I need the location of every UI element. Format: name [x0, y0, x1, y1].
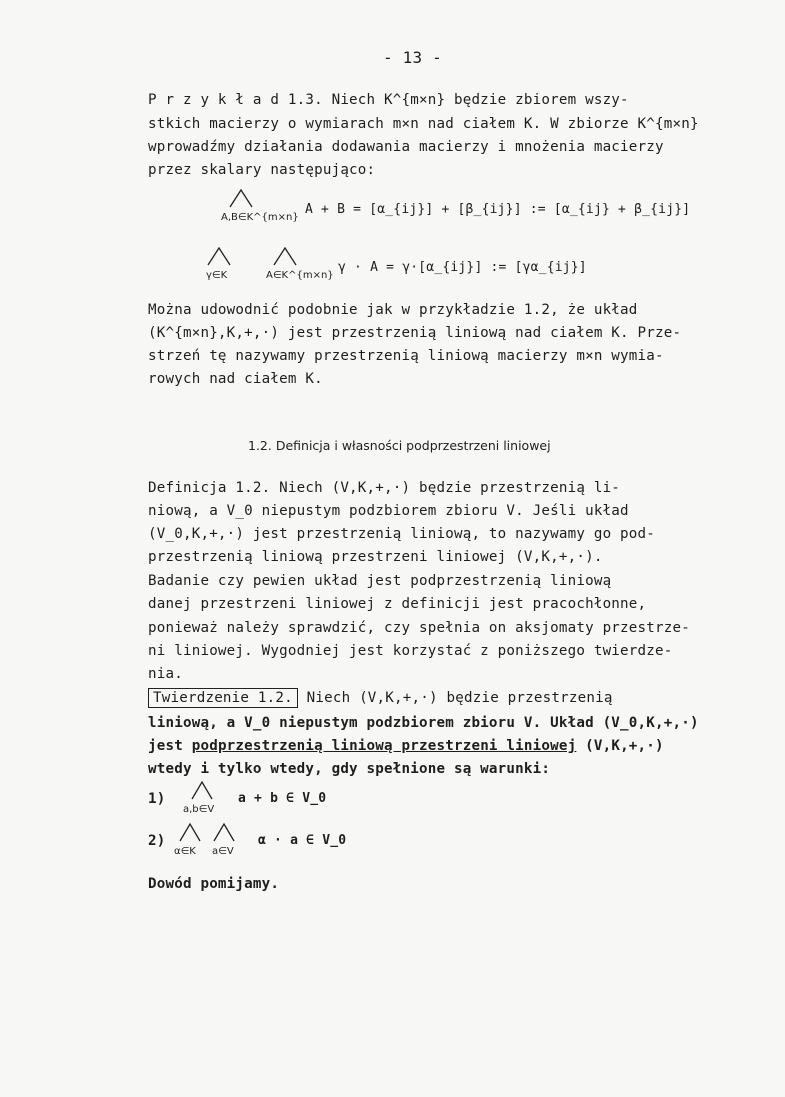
page-number: - 13 -	[383, 48, 442, 67]
formula2-expression: γ · A = γ·[α_{ij}] := [γα_{ij}]	[338, 260, 587, 275]
condition-1-number: 1)	[148, 791, 166, 807]
condition-2-number: 2)	[148, 833, 166, 849]
theorem-label: Twierdzenie 1.2.	[148, 688, 298, 708]
big-wedge-icon	[178, 822, 202, 842]
definition-line-2: niową, a V_0 niepustym podzbiorem zbioru V. Jeśli układ	[148, 503, 629, 519]
formula1-quantifier: A,B∈K^{m×n}	[221, 212, 299, 223]
condition-1-expression: a + b ∈ V_0	[238, 791, 327, 806]
definition-line-6: danej przestrzeni liniowej z definicji jest pracochłonne,	[148, 596, 647, 612]
theorem-underlined-phrase: podprzestrzenią liniową przestrzeni liniowej	[191, 738, 577, 754]
condition-2-quantifier-2: a∈V	[212, 846, 234, 857]
definition-line-4: przestrzenią liniową przestrzeni liniowej (V,K,+,·).	[148, 549, 603, 565]
big-wedge-icon	[228, 188, 254, 208]
big-wedge-icon	[206, 246, 232, 266]
definition-line-5: Badanie czy pewien układ jest podprzestrzenią liniową	[148, 573, 612, 589]
formula1-expression: A + B = [α_{ij}] + [β_{ij}] := [α_{ij} + β_{ij}]	[305, 202, 691, 217]
theorem-line-3-pre: jest	[148, 738, 192, 754]
definition-line-8: ni liniowej. Wygodniej jest korzystać z poniższego twierdze-	[148, 643, 673, 659]
para2-line-2: (K^{m×n},K,+,·) jest przestrzenią liniową nad ciałem K. Prze-	[148, 325, 682, 341]
theorem-line-1	[148, 690, 613, 706]
para2-line-1: Można udowodnić podobnie jak w przykładzie 1.2, że układ	[148, 302, 638, 318]
condition-2-quantifier-1: α∈K	[174, 846, 196, 857]
theorem-line-1-text: Niech (V,K,+,·) będzie przestrzenią	[297, 690, 613, 706]
definition-line-9: nia.	[148, 666, 183, 682]
para2-line-4: rowych nad ciałem K.	[148, 371, 323, 387]
example-line-4: przez skalary następująco:	[148, 162, 376, 178]
para2-line-3: strzeń tę nazywamy przestrzenią liniową macierzy m×n wymia-	[148, 348, 664, 364]
theorem-line-2: liniową, a V_0 niepustym podzbiorem zbioru V. Układ (V_0,K,+,·)	[148, 715, 699, 731]
definition-line-1: Definicja 1.2. Niech (V,K,+,·) będzie przestrzenią li-	[148, 480, 621, 496]
section-heading: 1.2. Definicja i własności podprzestrzeni liniowej	[248, 438, 551, 453]
condition-1-quantifier: a,b∈V	[183, 804, 215, 815]
example-line-3: wprowadźmy działania dodawania macierzy i mnożenia macierzy	[148, 139, 664, 155]
theorem-line-3-post: (V,K,+,·)	[576, 738, 664, 754]
condition-2-expression: α · a ∈ V_0	[258, 833, 347, 848]
big-wedge-icon	[272, 246, 298, 266]
formula2-quantifier-1: γ∈K	[206, 270, 228, 281]
example-line-2: stkich macierzy o wymiarach m×n nad ciałem K. W zbiorze K^{m×n}	[148, 116, 699, 132]
definition-line-7: ponieważ należy sprawdzić, czy spełnia on aksjomaty przestrze-	[148, 620, 690, 636]
big-wedge-icon	[190, 780, 214, 800]
theorem-line-3	[148, 738, 664, 754]
theorem-line-4: wtedy i tylko wtedy, gdy spełnione są warunki:	[148, 761, 551, 777]
definition-line-3: (V_0,K,+,·) jest przestrzenią liniową, to nazywamy go pod-	[148, 526, 656, 542]
big-wedge-icon	[212, 822, 236, 842]
example-line-1: P r z y k ł a d 1.3. Niech K^{m×n} będzie zbiorem wszy-	[148, 92, 629, 108]
formula2-quantifier-2: A∈K^{m×n}	[266, 270, 334, 281]
proof-line: Dowód pomijamy.	[148, 876, 280, 892]
